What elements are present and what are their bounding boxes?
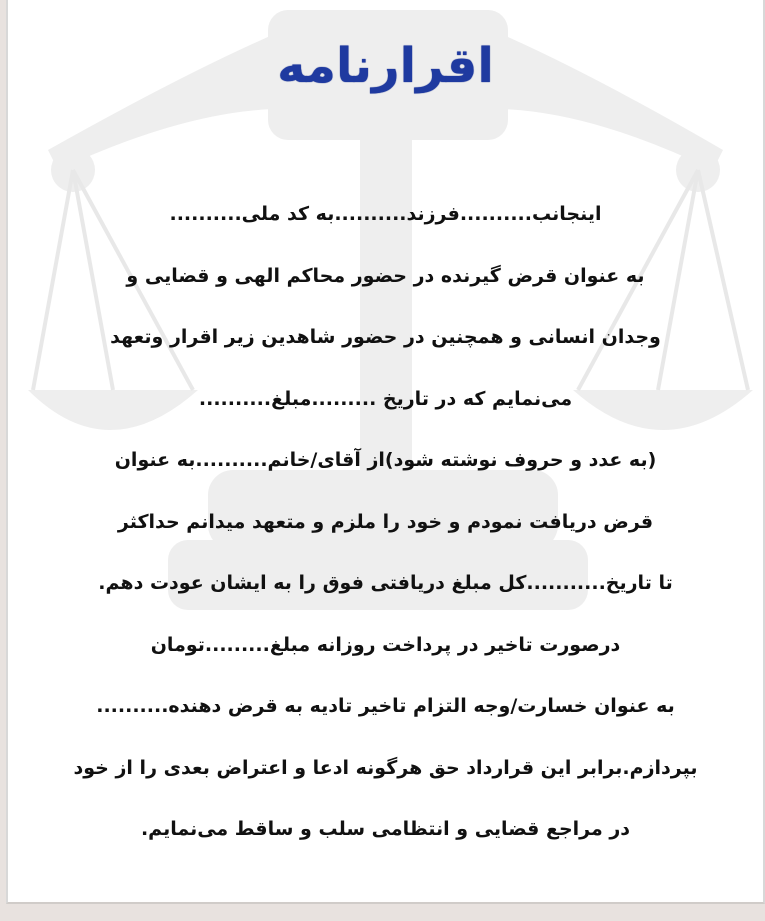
- body-line: بپردازم.برابر این قرارداد حق هرگونه ادعا و اعتراض بعدی را از خود: [73, 756, 698, 779]
- body-line: درصورت تاخیر در پرداخت روزانه مبلغ.........تومان: [150, 633, 621, 656]
- body-line: تا تاریخ...........کل مبلغ دریافتی فوق را به ایشان عودت دهم.: [98, 572, 673, 594]
- body-line: می‌نمایم که در تاریخ .........مبلغ..........: [198, 387, 573, 410]
- body-line: در مراجع قضایی و انتظامی سلب و ساقط می‌نمایم.: [140, 818, 631, 840]
- document-page: [6, 0, 765, 904]
- body-line: اینجانب..........فرزند..........به کد ملی..........: [169, 203, 602, 225]
- document-body: [28, 192, 743, 869]
- body-line: به عنوان قرض گیرنده در حضور محاکم الهی و قضایی و: [126, 264, 645, 287]
- body-line: به عنوان خسارت/وجه التزام تاخیر تادیه به قرض دهنده..........: [96, 695, 675, 717]
- body-line: وجدان انسانی و همچنین در حضور شاهدین زیر اقرار وتعهد: [110, 326, 661, 348]
- body-line: قرض دریافت نمودم و خود را ملزم و متعهد میدانم حداکثر: [117, 510, 654, 533]
- body-line: (به عدد و حروف نوشته شود)از آقای/خانم..........به عنوان: [114, 449, 657, 471]
- document-title: اقرارنامه: [277, 38, 494, 94]
